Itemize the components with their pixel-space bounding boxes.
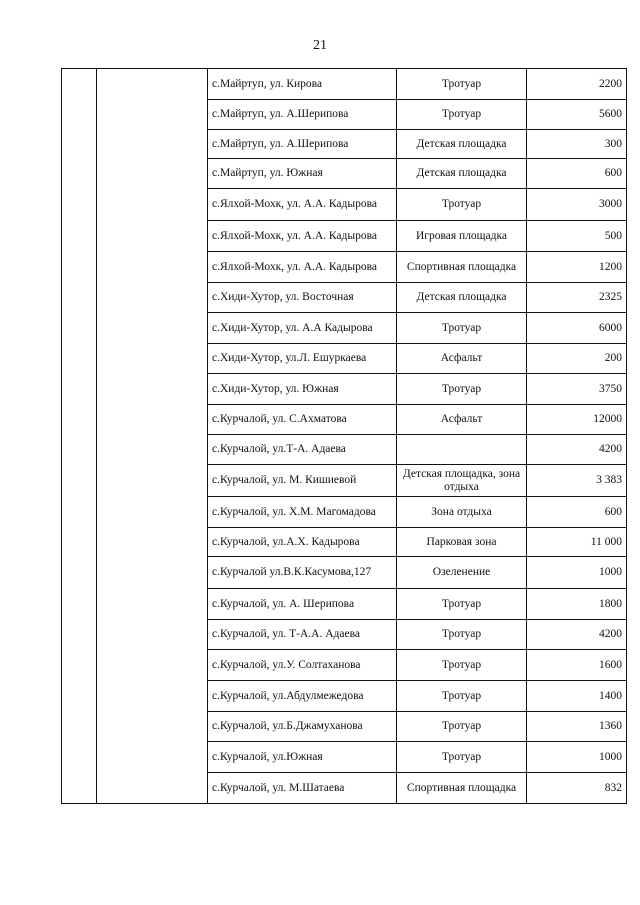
address-cell	[208, 589, 397, 620]
amount-cell	[527, 497, 627, 528]
amount-cell	[527, 283, 627, 313]
amount-text: 600	[604, 167, 622, 179]
type-text: Детская площадка, зона отдыха	[402, 467, 521, 493]
amount-cell	[527, 374, 627, 405]
address-cell	[208, 742, 397, 773]
type-cell	[397, 742, 527, 773]
address-text: с.Хиди-Хутор, ул.Л. Ешуркаева	[212, 352, 367, 364]
address-cell	[208, 159, 397, 189]
address-cell	[208, 435, 397, 465]
amount-text: 500	[604, 229, 622, 242]
address-text: с.Ялхой-Мохк, ул. А.А. Кадырова	[212, 260, 377, 273]
address-text: с.Хиди-Хутор, ул. Южная	[212, 382, 339, 395]
address-cell	[208, 528, 397, 557]
address-text: с.Майртуп, ул. А.Шерипова	[212, 108, 349, 120]
table-row	[62, 69, 627, 100]
type-text: Тротуар	[441, 382, 482, 395]
type-cell	[397, 589, 527, 620]
amount-text: 2325	[599, 291, 622, 303]
address-cell	[208, 100, 397, 130]
type-cell	[397, 252, 527, 283]
type-text: Тротуар	[441, 108, 482, 120]
blank-col-2	[97, 69, 208, 804]
address-text: с.Ялхой-Мохк, ул. А.А. Кадырова	[212, 198, 377, 210]
address-text: с.Хиди-Хутор, ул. Восточная	[212, 291, 354, 303]
type-text: Асфальт	[440, 413, 483, 425]
amount-text: 6000	[599, 321, 622, 334]
type-text: Тротуар	[441, 198, 482, 210]
amount-cell	[527, 681, 627, 712]
type-text: Игровая площадка	[415, 229, 508, 242]
amount-text: 600	[604, 505, 622, 518]
amount-cell	[527, 100, 627, 130]
type-text: Асфальт	[440, 352, 483, 364]
address-cell	[208, 221, 397, 252]
type-cell	[397, 69, 527, 100]
address-cell	[208, 620, 397, 650]
type-cell	[397, 100, 527, 130]
amount-cell	[527, 773, 627, 804]
type-text: Тротуар	[441, 77, 482, 90]
type-cell	[397, 189, 527, 221]
amount-cell	[527, 189, 627, 221]
amount-text: 3 383	[596, 474, 622, 486]
amount-text: 1600	[599, 658, 622, 671]
type-cell	[397, 283, 527, 313]
amount-cell	[527, 221, 627, 252]
address-text: с.Курчалой, ул. М. Кишиевой	[212, 474, 357, 486]
type-text: Парковая зона	[426, 535, 497, 548]
address-cell	[208, 69, 397, 100]
type-cell	[397, 557, 527, 589]
type-cell	[397, 159, 527, 189]
type-cell	[397, 620, 527, 650]
amount-cell	[527, 712, 627, 742]
amount-text: 1000	[599, 566, 622, 578]
table-body	[62, 69, 627, 804]
type-text: Зона отдыха	[431, 505, 492, 518]
address-text: с.Курчалой, ул. Х.М. Магомадова	[212, 505, 376, 518]
amount-cell	[527, 159, 627, 189]
type-text: Детская площадка	[416, 291, 507, 303]
type-text: Спортивная площадка	[406, 260, 517, 273]
amount-text: 832	[604, 781, 622, 794]
type-text: Тротуар	[441, 658, 482, 671]
amount-cell	[527, 405, 627, 435]
amount-text: 1360	[599, 720, 622, 732]
address-cell	[208, 650, 397, 681]
address-text: с.Курчалой, ул.Южная	[212, 750, 323, 763]
data-table	[61, 68, 627, 804]
amount-cell	[527, 435, 627, 465]
type-cell	[397, 650, 527, 681]
address-text: с.Майртуп, ул. Кирова	[212, 77, 323, 90]
type-text: Тротуар	[441, 597, 482, 610]
address-cell	[208, 557, 397, 589]
address-cell	[208, 465, 397, 497]
address-text: с.Майртуп, ул. Южная	[212, 167, 323, 179]
type-text: Тротуар	[441, 628, 482, 640]
type-cell	[397, 405, 527, 435]
type-text: Тротуар	[441, 720, 482, 732]
type-text: Детская площадка	[416, 137, 507, 150]
address-cell	[208, 130, 397, 159]
address-text: с.Курчалой, ул. А. Шерипова	[212, 597, 355, 610]
amount-cell	[527, 69, 627, 100]
type-cell	[397, 435, 527, 465]
type-cell	[397, 313, 527, 344]
type-cell	[397, 712, 527, 742]
address-text: с.Курчалой ул.В.К.Касумова,127	[212, 566, 372, 578]
amount-text: 4200	[599, 628, 622, 640]
amount-cell	[527, 589, 627, 620]
type-cell	[397, 497, 527, 528]
amount-cell	[527, 313, 627, 344]
type-text: Озеленение	[432, 566, 491, 578]
address-cell	[208, 283, 397, 313]
address-cell	[208, 497, 397, 528]
address-cell	[208, 681, 397, 712]
type-cell	[397, 221, 527, 252]
amount-cell	[527, 528, 627, 557]
address-cell	[208, 252, 397, 283]
address-cell	[208, 374, 397, 405]
amount-text: 5600	[599, 108, 622, 120]
type-cell	[397, 773, 527, 804]
amount-text: 2200	[599, 77, 622, 90]
page-number: 21	[313, 38, 327, 53]
address-cell	[208, 189, 397, 221]
amount-cell	[527, 344, 627, 374]
address-cell	[208, 712, 397, 742]
address-text: с.Курчалой, ул. М.Шатаева	[212, 781, 345, 794]
amount-text: 12000	[593, 413, 622, 425]
address-text: с.Курчалой, ул. Т-А.А. Адаева	[212, 628, 360, 640]
type-cell	[397, 528, 527, 557]
address-cell	[208, 773, 397, 804]
address-text: с.Ялхой-Мохк, ул. А.А. Кадырова	[212, 229, 377, 242]
amount-cell	[527, 742, 627, 773]
type-cell	[397, 681, 527, 712]
amount-cell	[527, 252, 627, 283]
address-text: с.Курчалой, ул.А.Х. Кадырова	[212, 535, 360, 548]
address-text: с.Курчалой, ул. С.Ахматова	[212, 413, 347, 425]
address-text: с.Курчалой, ул.У. Солтаханова	[212, 658, 361, 671]
amount-text: 1200	[599, 260, 622, 273]
type-cell	[397, 374, 527, 405]
type-text: Тротуар	[441, 689, 482, 702]
amount-text: 3750	[599, 382, 622, 395]
amount-text: 11 000	[590, 535, 622, 548]
address-cell	[208, 405, 397, 435]
amount-text: 1000	[599, 750, 622, 763]
amount-text: 4200	[599, 443, 622, 455]
type-cell	[397, 130, 527, 159]
address-text: с.Хиди-Хутор, ул. А.А Кадырова	[212, 321, 373, 334]
type-text: Тротуар	[441, 321, 482, 334]
type-text: Детская площадка	[416, 167, 507, 179]
amount-cell	[527, 650, 627, 681]
address-text: с.Курчалой, ул.Абдулмежедова	[212, 689, 364, 702]
amount-cell	[527, 465, 627, 497]
amount-text: 200	[604, 352, 622, 364]
amount-cell	[527, 130, 627, 159]
address-text: с.Курчалой, ул.Б.Джамуханова	[212, 720, 363, 732]
type-cell	[397, 344, 527, 374]
address-cell	[208, 313, 397, 344]
address-text: с.Курчалой, ул.Т-А. Адаева	[212, 443, 346, 455]
amount-cell	[527, 620, 627, 650]
amount-text: 300	[604, 137, 622, 150]
address-cell	[208, 344, 397, 374]
type-cell	[397, 465, 527, 497]
type-text: Тротуар	[441, 750, 482, 763]
type-text: Спортивная площадка	[406, 781, 517, 794]
amount-text: 1400	[599, 689, 622, 702]
amount-cell	[527, 557, 627, 589]
amount-text: 1800	[599, 597, 622, 610]
amount-text: 3000	[599, 198, 622, 210]
blank-col-1	[62, 69, 97, 804]
address-text: с.Майртуп, ул. А.Шерипова	[212, 137, 349, 150]
